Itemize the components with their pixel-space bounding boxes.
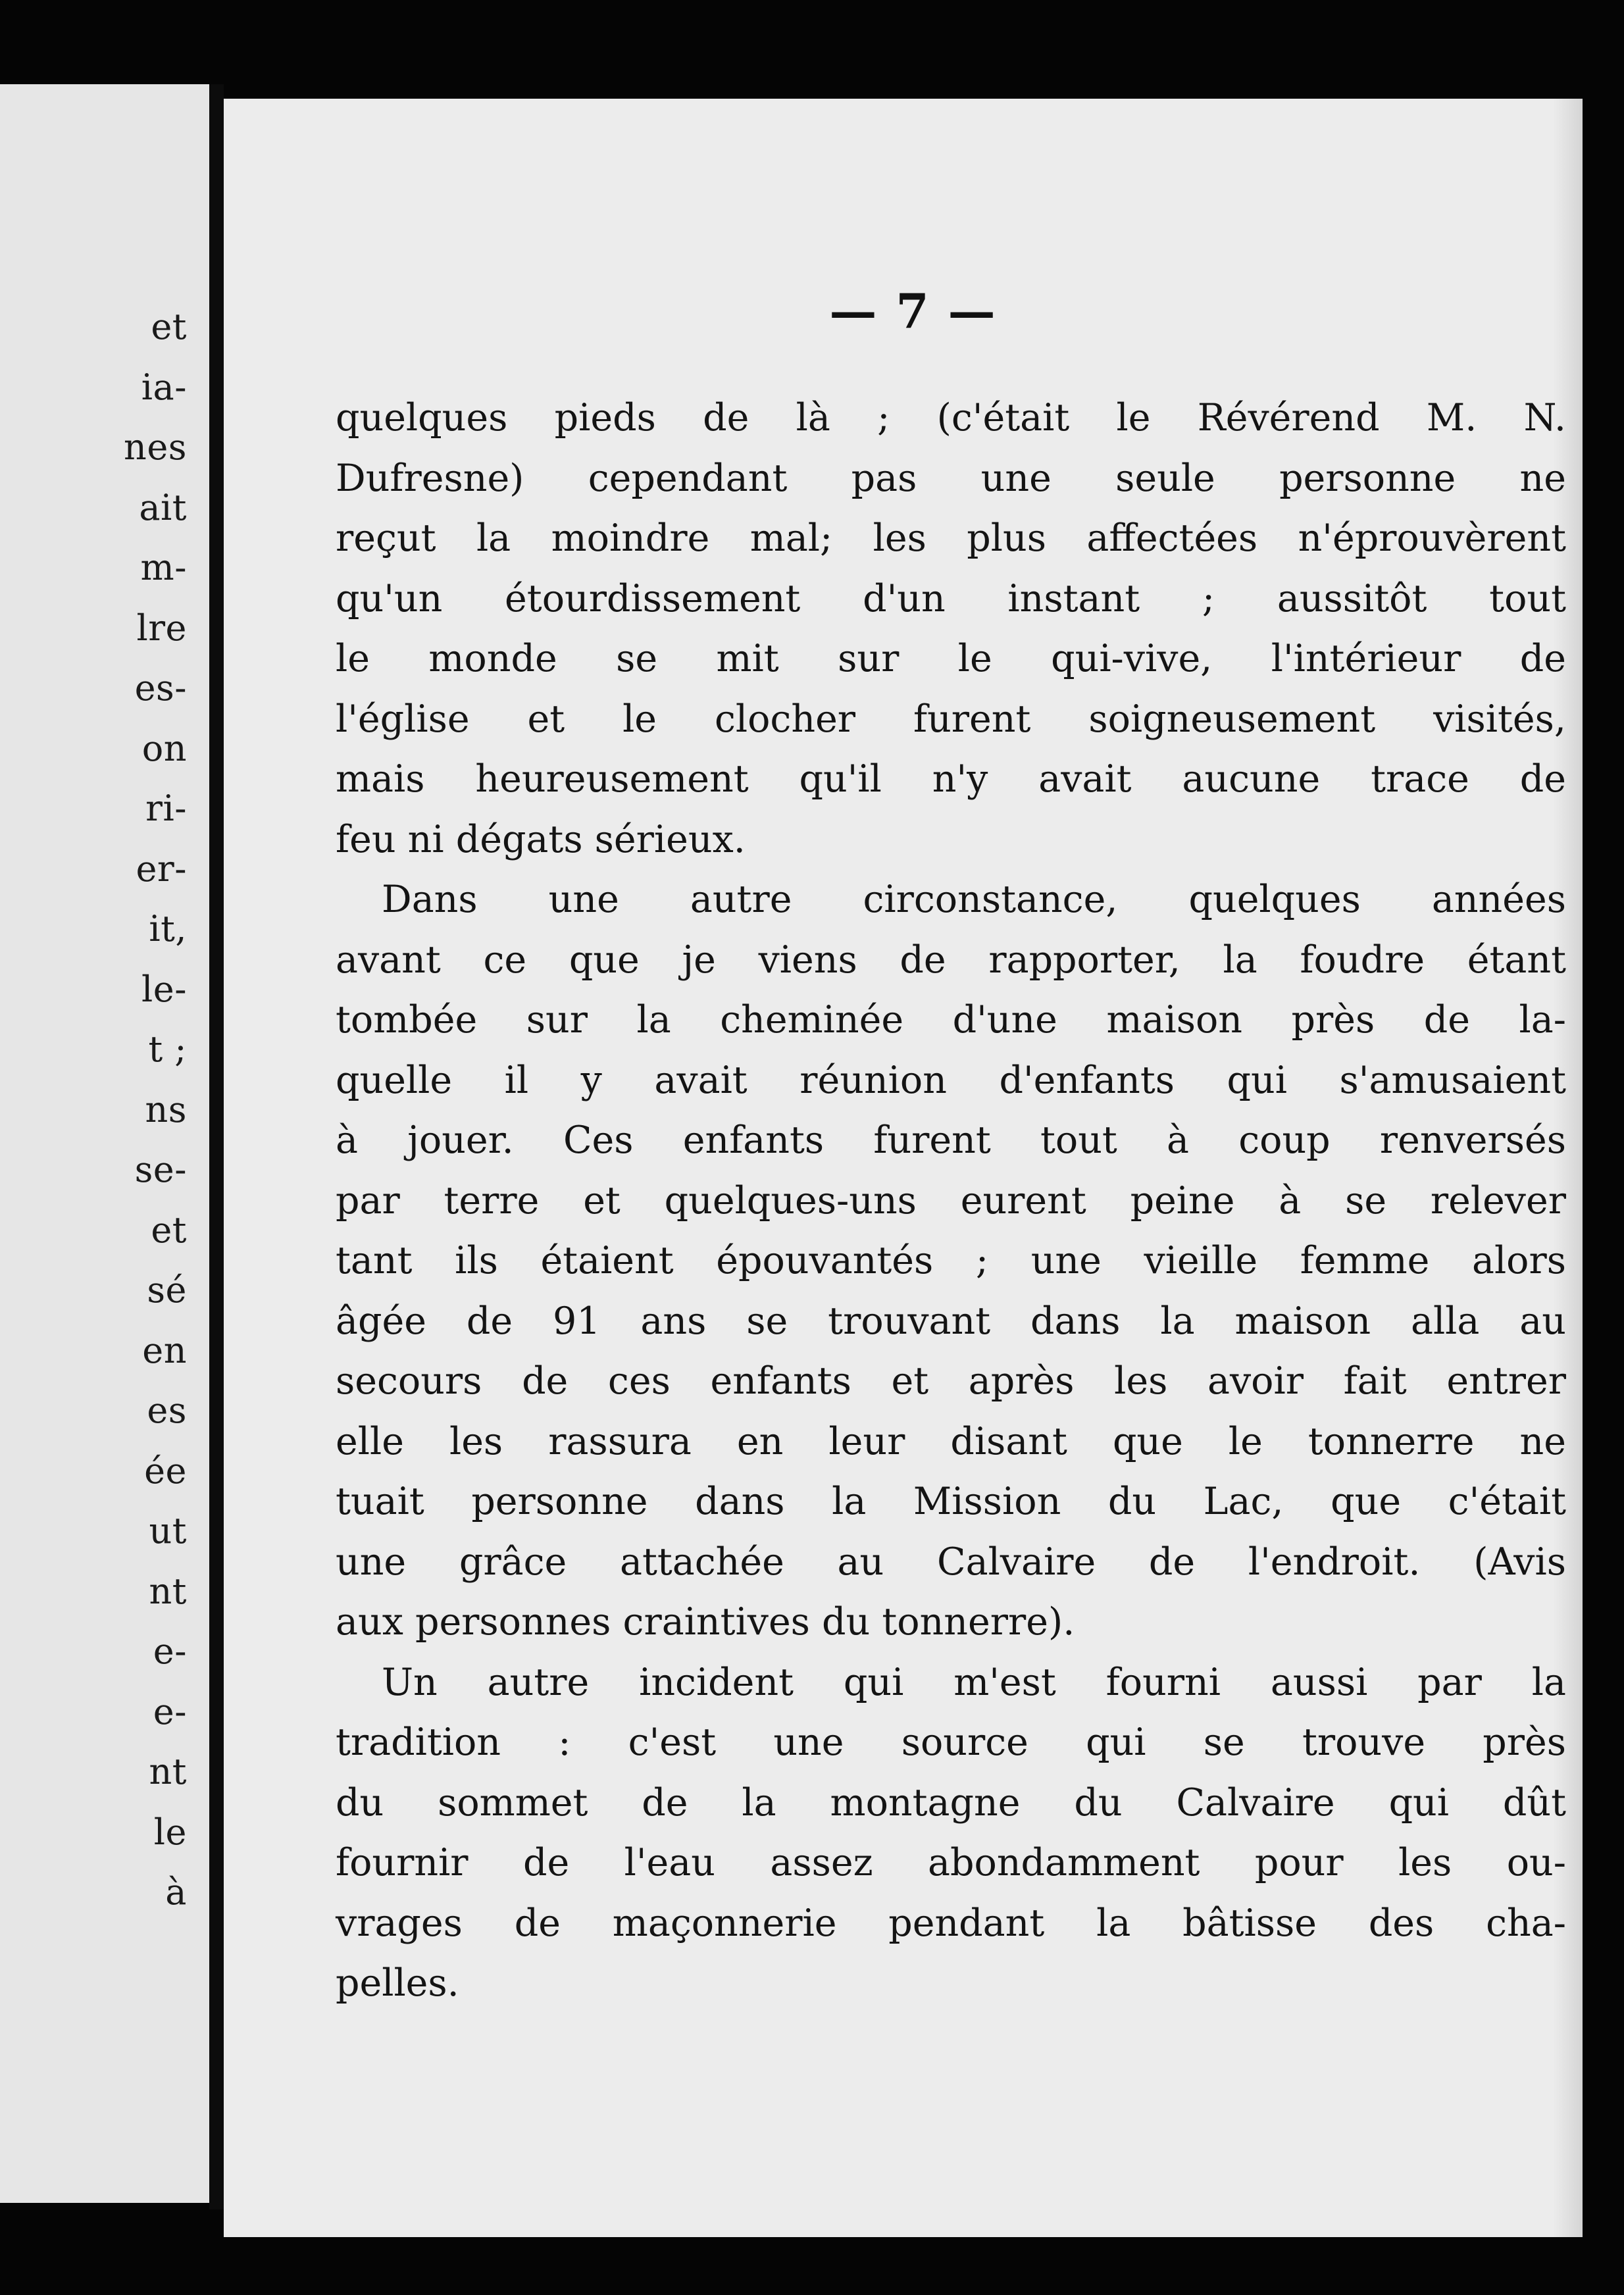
text-line: pelles. bbox=[336, 1961, 459, 2005]
text-line: qu'un étourdissement d'un instant ; aussitôt tout bbox=[336, 576, 1566, 620]
paragraph bbox=[336, 1653, 1566, 2014]
facing-page-line-fragment: sé bbox=[147, 1269, 187, 1311]
facing-page-line-fragment: ia- bbox=[141, 366, 187, 408]
facing-page-line-fragment: e- bbox=[153, 1630, 187, 1672]
text-line: mais heureusement qu'il n'y avait aucune trace de bbox=[336, 757, 1566, 801]
text-line: Dufresne) cependant pas une seule personne ne bbox=[336, 456, 1566, 500]
text-line: avant ce que je viens de rapporter, la foudre étant bbox=[336, 938, 1566, 982]
facing-page-line-fragment: à bbox=[165, 1871, 187, 1913]
page-number bbox=[224, 283, 1583, 339]
facing-page-line-fragment: on bbox=[141, 727, 187, 769]
facing-page-line-fragment: nt bbox=[149, 1751, 187, 1792]
text-line: le monde se mit sur le qui-vive, l'intérieur de bbox=[336, 637, 1566, 680]
book-page bbox=[224, 99, 1583, 2237]
text-line: tuait personne dans la Mission du Lac, que c'était bbox=[336, 1480, 1566, 1523]
paragraph bbox=[336, 870, 1566, 1653]
facing-page-line-fragment: lre bbox=[136, 607, 187, 649]
facing-page-line-fragment: ut bbox=[149, 1510, 187, 1551]
facing-page-line-fragment: le bbox=[153, 1811, 187, 1853]
facing-page-line-fragment: e- bbox=[153, 1690, 187, 1732]
text-line: du sommet de la montagne du Calvaire qui dût bbox=[336, 1780, 1566, 1825]
text-line: quelle il y avait réunion d'enfants qui s'amusaient bbox=[336, 1058, 1566, 1102]
text-line: par terre et quelques-uns eurent peine à se relever bbox=[336, 1178, 1566, 1223]
text-line: tradition : c'est une source qui se trouve près bbox=[336, 1721, 1566, 1764]
facing-page-line-fragment: nes bbox=[124, 426, 187, 468]
text-line: reçut la moindre mal; les plus affectées n'éprouvèrent bbox=[336, 517, 1566, 560]
facing-page-line-fragment: en bbox=[142, 1329, 187, 1371]
text-line: fournir de l'eau assez abondamment pour les ou- bbox=[336, 1841, 1566, 1884]
book-gutter bbox=[209, 84, 224, 2209]
text-line: l'église et le clocher furent soigneusement visités, bbox=[336, 697, 1566, 741]
facing-page-line-fragment: it, bbox=[149, 908, 187, 949]
facing-page-left bbox=[0, 84, 211, 2203]
paragraph bbox=[336, 388, 1566, 870]
text-line: tant ils étaient épouvantés ; une vieille femme alors bbox=[336, 1239, 1566, 1282]
facing-page-line-fragment: m- bbox=[140, 547, 187, 588]
facing-page-line-fragment: es- bbox=[134, 667, 187, 709]
facing-page-line-fragment: ée bbox=[144, 1450, 187, 1492]
text-line: feu ni dégats sérieux. bbox=[336, 817, 746, 861]
facing-page-line-fragment: ri- bbox=[145, 788, 187, 829]
facing-page-line-fragment: t ; bbox=[148, 1028, 187, 1070]
text-line: Un autre incident qui m'est fourni aussi par la bbox=[382, 1660, 1566, 1704]
text-line: tombée sur la cheminée d'une maison près de la- bbox=[336, 998, 1566, 1042]
facing-page-line-fragment: es bbox=[147, 1390, 187, 1431]
facing-page-line-fragment: nt bbox=[149, 1570, 187, 1612]
facing-page-line-fragment: le- bbox=[141, 968, 187, 1010]
text-line: elle les rassura en leur disant que le tonnerre ne bbox=[336, 1419, 1566, 1463]
text-line: à jouer. Ces enfants furent tout à coup renversés bbox=[336, 1119, 1566, 1162]
facing-page-line-fragment: ns bbox=[145, 1088, 187, 1130]
facing-page-line-fragment: er- bbox=[136, 847, 187, 890]
text-line: secours de ces enfants et après les avoir fait entrer bbox=[336, 1359, 1566, 1403]
page-body-text bbox=[336, 388, 1566, 2014]
text-line: Dans une autre circonstance, quelques années bbox=[382, 878, 1566, 921]
text-line: âgée de 91 ans se trouvant dans la maison alla au bbox=[336, 1299, 1566, 1343]
text-line: quelques pieds de là ; (c'était le Révérend M. N. bbox=[336, 396, 1566, 440]
facing-page-line-fragment: et bbox=[151, 1209, 187, 1251]
facing-page-line-fragment: et bbox=[151, 306, 187, 347]
facing-page-line-fragment: se- bbox=[134, 1149, 187, 1190]
text-line: vrages de maçonnerie pendant la bâtisse des cha- bbox=[336, 1901, 1566, 1945]
text-line: aux personnes craintives du tonnerre). bbox=[336, 1600, 1075, 1644]
page-number-label: — 7 — bbox=[829, 283, 997, 339]
text-line: une grâce attachée au Calvaire de l'endroit. (Avis bbox=[336, 1540, 1566, 1584]
facing-page-line-fragment: ait bbox=[139, 486, 187, 528]
